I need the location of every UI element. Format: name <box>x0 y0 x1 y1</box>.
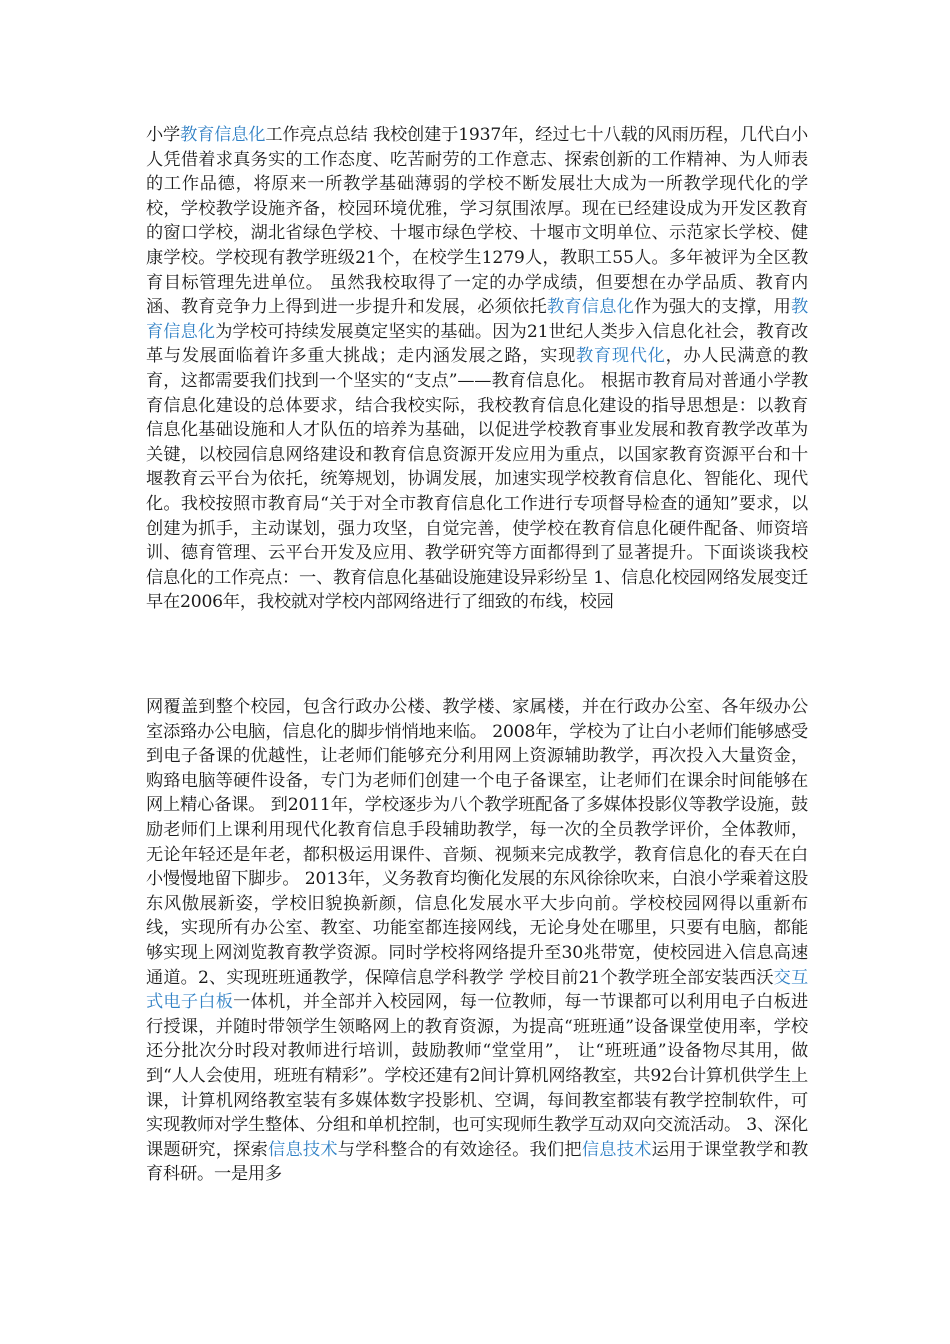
text-run: 工作亮点总结 我校创建于1937年，经过七十八载的风雨历程，几代白小人凭借着求真务实的工作态度、吃苦耐劳的工作意志、探索创新的工作精神、为人师表的工作品德，将原来一所教学基础薄弱的学校不断发展壮大成为一所教学现代化的学校，学校教学设施齐备，校园环境优雅，学习氛围浓厚。现在已经建设成为开发区教育的窗口学校，湖北省绿色学校、十堰市绿色学校、十堰市文明单位、示范家长学校、健康学校。学校现有教学班级21个，在校学生1279人，教职工55人。多年被评为全区教育目标管理先进单位。 虽然我校取得了一定的办学成绩，但要想在办学品质、教育内涵、教育竞争力上得到进一步提升和发展，必须依托 <box>146 125 808 318</box>
keyword-link[interactable]: 教育信息化 <box>546 297 635 318</box>
text-run: ，办人民满意的教育，这都需要我们找到一个坚实的“支点”——教育信息化。 根据市教育局对普通小学教育信息化建设的总体要求，结合我校实际，我校教育信息化建设的指导思想是：以教育信息化基础设施和人才队伍的培养为基础，以促进学校教育事业发展和教育教学改革为关键，以校园信息网络建设和教育信息资源开发应用为重点，以国家教育资源平台和十堰教育云平台为依托，统筹规划，协调发展，加速实现学校教育信息化、智能化、现代化。我校按照市教育局“关于对全市教育信息化工作进行专项督导检查的通知”要求，以创建为抓手，主动谋划，强力攻坚，自觉完善，使学校在教育信息化硬件配备、师资培训、德育管理、云平台开发及应用、教学研究等方面都得到了显著提升。下面谈谈我校信息化的工作亮点：一、教育信息化基础设施建设异彩纷呈 1、信息化校园网络发展变迁 早在2006年，我校就对学校内部网络进行了细致的布线，校园 <box>146 346 808 613</box>
text-run: 小学 <box>146 125 181 145</box>
text-run: 为学校可持续发展奠定坚实的基础。因为21世纪人类步入信息化社会，教育改革与发展面临着许多重大挑战；走内涵发展之路，实现 <box>146 321 808 367</box>
text-run: 运用于课堂教学和教育科研。一是用多 <box>146 1139 809 1185</box>
keyword-link[interactable]: 信息技术 <box>581 1139 652 1160</box>
text-run: 与学科整合的有效途径。我们把 <box>337 1139 582 1160</box>
text-run: 网覆盖到整个校园，包含行政办公楼、教学楼、家属楼，并在行政办公室、各年级办公室添臵办公电脑，信息化的脚步悄悄地来临。 2008年，学校为了让白小老师们能够感受到电子备课的优越性，让老师们能够充分利用网上资源辅助教学，再次投入大量资金，购臵电脑等硬件设备，专门为老师们创建一个电子备课室，让老师们在课余时间能够在网上精心备课。 到2011年，学校逐步为八个教学班配备了多媒体投影仪等教学设施，鼓励老师们上课利用现代化教育信息手段辅助教学，每一次的全员教学评价，全体教师，无论年轻还是年老，都积极运用课件、音频、视频来完成教学，教育信息化的春天在白小慢慢地留下脚步。 2013年，义务教育均衡化发展的东风徐徐吹来，白浪小学乘着这股东风傲展新姿，学校旧貌换新颜，信息化发展水平大步向前。学校校园网得以重新布线，实现所有办公室、教室、功能室都连接网线，无论身处在哪里，只要有电脑，都能够实现上网浏览教育教学资源。同时学校将网络提升至30兆带宽，使校园进入信息高速通道。2、实现班班通教学，保障信息学科教学 学校目前21个教学班全部安装西沃 <box>146 697 808 988</box>
keyword-link[interactable]: 信息技术 <box>268 1139 338 1160</box>
paragraph-1 <box>146 123 808 615</box>
keyword-link[interactable]: 教育现代化 <box>576 346 666 367</box>
text-run: 作为强大的支撑，用 <box>634 297 791 318</box>
keyword-link[interactable]: 教育信息化 <box>146 297 808 342</box>
keyword-link[interactable]: 教育信息化 <box>180 125 266 145</box>
keyword-link[interactable]: 交互式电子白板 <box>146 967 808 1013</box>
text-run: 一体机，并全部并入校园网，每一位教师，每一节课都可以利用电子白板进行授课，并随时带领学生领略网上的教育资源，为提高“班班通”设备课堂使用率，学校还分批次分时段对教师进行培训，鼓励教师“堂堂用”， 让“班班通”设备物尽其用，做到“人人会使用，班班有精彩”。学校还建有2间计算机网络教室，共92台计算机供学生上课，计算机网络教室装有多媒体数字投影机、空调，每间教室都装有教学控制软件，可实现教师对学生整体、分组和单机控制，也可实现师生教学互动双向交流活动。 3、深化课题研究，探索 <box>146 992 808 1160</box>
paragraph-2 <box>146 695 808 1187</box>
